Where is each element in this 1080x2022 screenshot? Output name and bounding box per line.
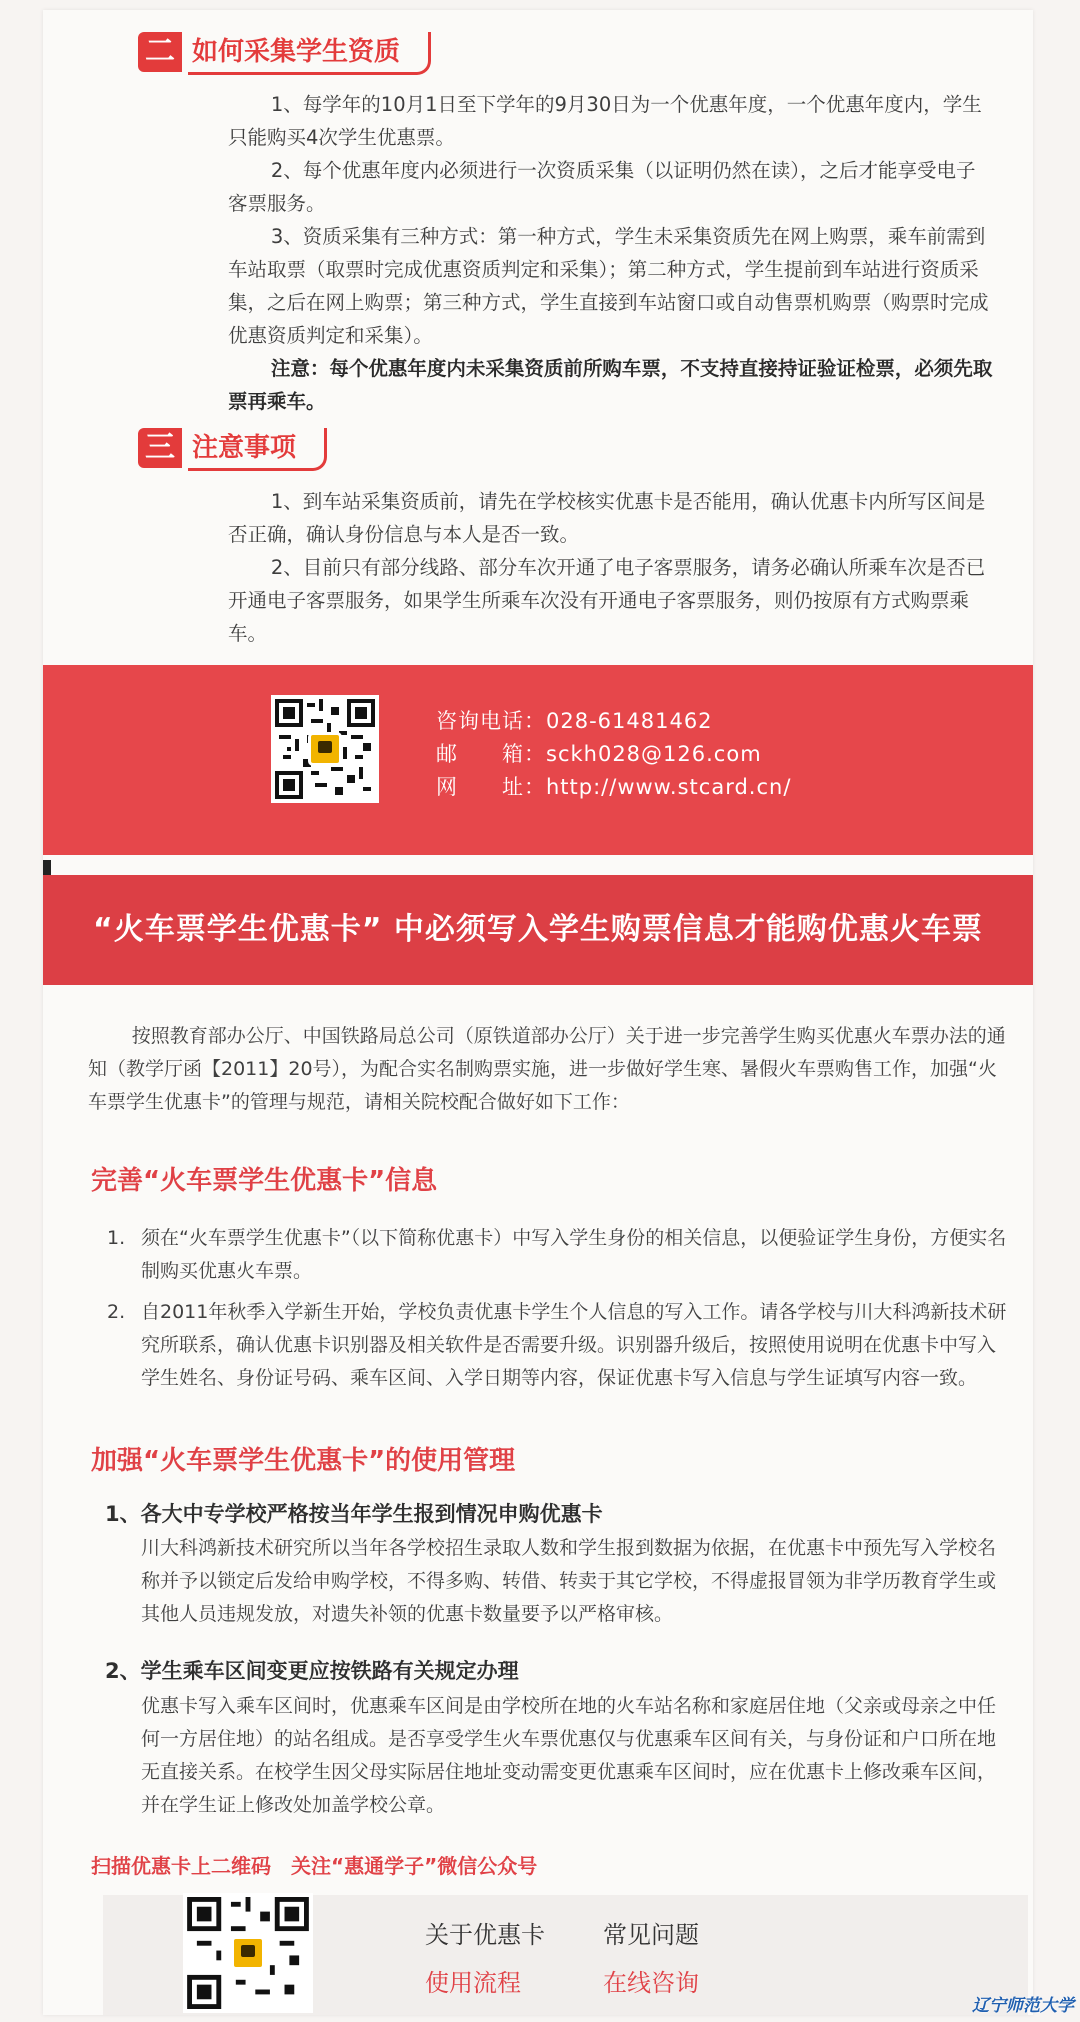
section2-title: 如何采集学生资质 (188, 32, 431, 75)
part1-item-1 (107, 1222, 1011, 1288)
link-online-consult[interactable]: 在线咨询 (603, 1969, 699, 1997)
footer-train-logo-icon (231, 1936, 265, 1970)
footer-box (103, 1895, 1028, 2015)
contact-band (43, 665, 1033, 855)
part2-sub2-text: 优惠卡写入乘车区间时，优惠乘车区间是由学校所在地的火车站名称和家庭居住地（父亲或母亲之中任何一方居住地）的站名组成。是否享受学生火车票优惠仅与优惠乘车区间有关，与身份证和户口所在地无直接关系。在校学生因父母实际居住地址变动需变更优惠乘车区间时，应在优惠卡上修改乘车区间，并在学生证上修改处加盖学校公章。 (141, 1695, 997, 1816)
part2-title: 加强“火车票学生优惠卡”的使用管理 (91, 1446, 516, 1476)
banner-title: “火车票学生优惠卡” 中必须写入学生购票信息才能购优惠火车票 (43, 875, 1033, 985)
footer-title: 扫描优惠卡上二维码 关注“惠通学子”微信公众号 (91, 1854, 538, 1878)
part1-title: 完善“火车票学生优惠卡”信息 (91, 1166, 438, 1196)
contact-website[interactable]: 网 址：http://www.stcard.cn/ (436, 775, 792, 799)
section2-number: 二 (138, 32, 182, 72)
part2-sub1-text: 川大科鸿新技术研究所以当年各学校招生录取人数和学生报到数据为依据，在优惠卡中预先写入学校名称并予以锁定后发给申购学校，不得多购、转借、转卖于其它学校，不得虚报冒领为非学历教育学生或其他人员违规发放，对遗失补领的优惠卡数量要予以严格审核。 (141, 1537, 997, 1625)
section2-body (228, 88, 993, 418)
section2-para-3: 3、资质采集有三种方式：第一种方式，学生未采集资质先在网上购票，乘车前需到车站取票（取票时完成优惠资质判定和采集）；第二种方式，学生提前到车站进行资质采集，之后在网上购票；第三种方式，学生直接到车站窗口或自动售票机购票（购票时完成优惠资质判定和采集）。 (228, 225, 989, 347)
link-usage-flow[interactable]: 使用流程 (425, 1969, 521, 1997)
section3-title: 注意事项 (188, 428, 327, 471)
part1-item-1-text: 须在“火车票学生优惠卡”（以下简称优惠卡）中写入学生身份的相关信息，以便验证学生身份，方便实名制购买优惠火车票。 (141, 1227, 1007, 1282)
section3-para-1: 1、到车站采集资质前，请先在学校核实优惠卡是否能用，确认优惠卡内所写区间是否正确，确认身份信息与本人是否一致。 (228, 490, 986, 546)
part1-item-2-number: 2. (107, 1301, 126, 1323)
section2-para-2: 2、每个优惠年度内必须进行一次资质采集（以证明仍然在读），之后才能享受电子客票服务。 (228, 159, 976, 215)
watermark: 辽宁师范大学 (972, 1996, 1074, 2016)
section3-para-2: 2、目前只有部分线路、部分车次开通了电子客票服务，请务必确认所乘车次是否已开通电子客票服务，如果学生所乘车次没有开通电子客票服务，则仍按原有方式购票乘车。 (228, 556, 986, 645)
contact-phone: 咨询电话：028-61481462 (436, 709, 713, 733)
section2-note: 注意：每个优惠年度内未采集资质前所购车票，不支持直接持证验证检票，必须先取票再乘车。 (228, 357, 993, 413)
part2-sub2-heading: 2、学生乘车区间变更应按铁路有关规定办理 (105, 1659, 519, 1683)
section2-para-1: 1、每学年的10月1日至下学年的9月30日为一个优惠年度，一个优惠年度内，学生只能购买4次学生优惠票。 (228, 93, 982, 149)
section3-number: 三 (138, 428, 182, 468)
section3-header (138, 428, 458, 472)
intro-text: 按照教育部办公厅、中国铁路局总公司（原铁道部办公厅）关于进一步完善学生购买优惠火车票办法的通知（教学厅函【2011】20号），为配合实名制购票实施，进一步做好学生寒、暑假火车票购售工作，加强“火车票学生优惠卡”的管理与规范，请相关院校配合做好如下工作： (88, 1025, 1006, 1113)
section2-header (138, 32, 558, 76)
page (43, 10, 1033, 2015)
qr-code[interactable] (271, 695, 379, 803)
link-faq[interactable]: 常见问题 (603, 1921, 699, 1949)
train-logo-icon (308, 732, 342, 766)
part2-sub1-heading: 1、各大中专学校严格按当年学生报到情况申购优惠卡 (105, 1502, 603, 1526)
part1-item-2 (107, 1296, 1011, 1395)
part1-item-2-text: 自2011年秋季入学新生开始，学校负责优惠卡学生个人信息的写入工作。请各学校与川大科鸿新技术研究所联系，确认优惠卡识别器及相关软件是否需要升级。识别器升级后，按照使用说明在优惠卡中写入学生姓名、身份证号码、乘车区间、入学日期等内容，保证优惠卡写入信息与学生证填写内容一致。 (141, 1301, 1007, 1389)
section3-body (228, 485, 993, 650)
footer-qr-code[interactable] (183, 1893, 313, 2013)
contact-email[interactable]: 邮 箱：sckh028@126.com (436, 742, 762, 766)
part1-item-1-number: 1. (107, 1227, 126, 1249)
link-about-card[interactable]: 关于优惠卡 (425, 1921, 545, 1949)
